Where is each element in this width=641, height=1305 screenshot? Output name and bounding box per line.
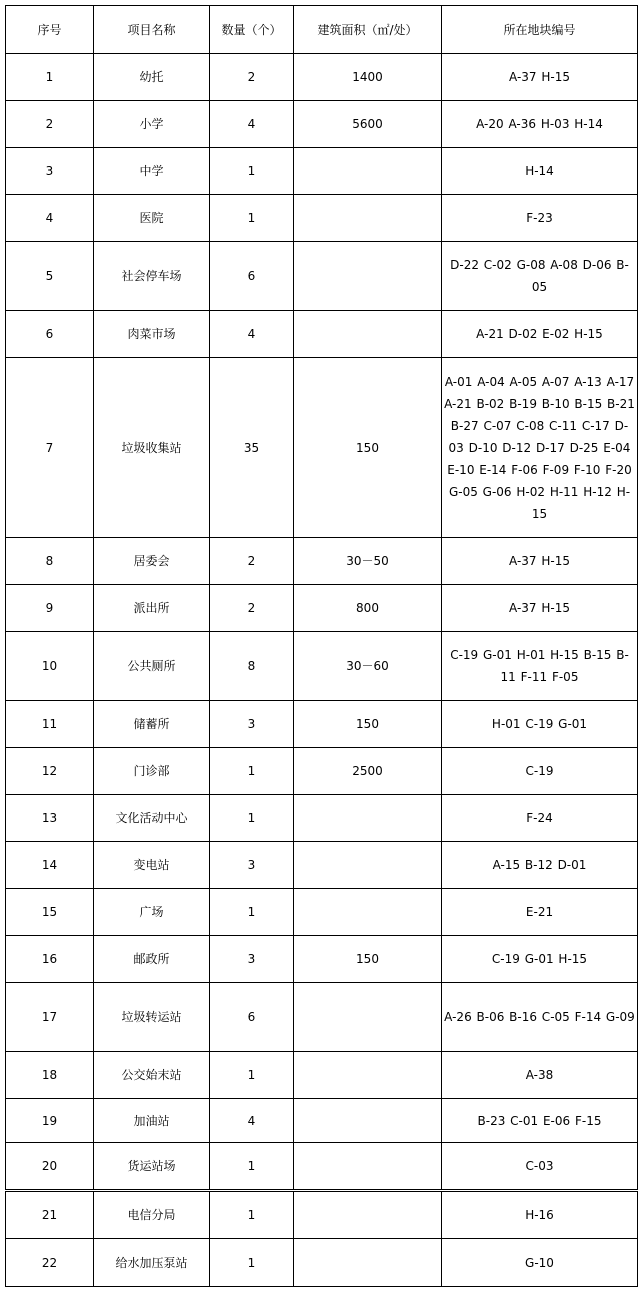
table-row: [6, 889, 638, 936]
cell-plots: C-03: [442, 1143, 638, 1191]
cell-qty: 3: [210, 701, 294, 748]
cell-name: 变电站: [94, 842, 210, 889]
cell-plots: A-21 D-02 E-02 H-15: [442, 311, 638, 358]
cell-area: [294, 242, 442, 311]
cell-no: 7: [6, 358, 94, 538]
table-row: [6, 54, 638, 101]
table-row: [6, 842, 638, 889]
cell-qty: 4: [210, 1099, 294, 1143]
cell-qty: 1: [210, 1191, 294, 1239]
cell-name: 广场: [94, 889, 210, 936]
cell-area: [294, 983, 442, 1052]
table-row: [6, 311, 638, 358]
table-row: [6, 748, 638, 795]
cell-no: 4: [6, 195, 94, 242]
table-row: [6, 195, 638, 242]
cell-no: 2: [6, 101, 94, 148]
cell-name: 电信分局: [94, 1191, 210, 1239]
table-row: [6, 585, 638, 632]
cell-plots: C-19 G-01 H-15: [442, 936, 638, 983]
cell-no: 8: [6, 538, 94, 585]
cell-qty: 4: [210, 311, 294, 358]
cell-no: 12: [6, 748, 94, 795]
cell-no: 10: [6, 632, 94, 701]
cell-plots: F-24: [442, 795, 638, 842]
cell-area: 150: [294, 936, 442, 983]
cell-plots: H-01 C-19 G-01: [442, 701, 638, 748]
cell-area: [294, 1052, 442, 1099]
cell-area: [294, 1239, 442, 1287]
table-row: [6, 701, 638, 748]
table-row: [6, 358, 638, 538]
cell-name: 垃圾转运站: [94, 983, 210, 1052]
cell-plots: B-23 C-01 E-06 F-15: [442, 1099, 638, 1143]
cell-area: [294, 795, 442, 842]
table-row: [6, 148, 638, 195]
cell-no: 18: [6, 1052, 94, 1099]
cell-plots: H-14: [442, 148, 638, 195]
table-row: [6, 936, 638, 983]
cell-name: 给水加压泵站: [94, 1239, 210, 1287]
cell-name: 社会停车场: [94, 242, 210, 311]
cell-qty: 1: [210, 1143, 294, 1191]
cell-name: 中学: [94, 148, 210, 195]
cell-area: [294, 195, 442, 242]
table-row: [6, 1143, 638, 1191]
cell-no: 3: [6, 148, 94, 195]
cell-plots: A-37 H-15: [442, 54, 638, 101]
cell-name: 货运站场: [94, 1143, 210, 1191]
cell-name: 肉菜市场: [94, 311, 210, 358]
cell-qty: 1: [210, 1239, 294, 1287]
table-row: [6, 632, 638, 701]
facilities-table: [5, 5, 638, 1287]
header-plots: 所在地块编号: [442, 6, 638, 54]
cell-no: 15: [6, 889, 94, 936]
header-no: 序号: [6, 6, 94, 54]
cell-area: 150: [294, 358, 442, 538]
cell-plots: A-01 A-04 A-05 A-07 A-13 A-17 A-21 B-02 B-19 B-10 B-15 B-21 B-27 C-07 C-08 C-11 C-17 D-03 D-10 D-12 D-17 D-25 E-04 E-10 E-14 F-06 F-09 F-10 F-20 G-05 G-06 H-02 H-11 H-12 H-15: [442, 358, 638, 538]
cell-name: 派出所: [94, 585, 210, 632]
cell-no: 16: [6, 936, 94, 983]
cell-area: [294, 1143, 442, 1191]
table-row: [6, 1239, 638, 1287]
cell-name: 居委会: [94, 538, 210, 585]
cell-plots: A-26 B-06 B-16 C-05 F-14 G-09: [442, 983, 638, 1052]
cell-plots: E-21: [442, 889, 638, 936]
cell-no: 5: [6, 242, 94, 311]
cell-name: 幼托: [94, 54, 210, 101]
cell-qty: 8: [210, 632, 294, 701]
cell-name: 医院: [94, 195, 210, 242]
cell-qty: 2: [210, 585, 294, 632]
header-name: 项目名称: [94, 6, 210, 54]
cell-qty: 4: [210, 101, 294, 148]
cell-no: 11: [6, 701, 94, 748]
cell-qty: 1: [210, 748, 294, 795]
cell-no: 6: [6, 311, 94, 358]
cell-area: 30－50: [294, 538, 442, 585]
cell-area: [294, 1099, 442, 1143]
cell-no: 9: [6, 585, 94, 632]
table-row: [6, 101, 638, 148]
cell-no: 21: [6, 1191, 94, 1239]
cell-name: 公共厕所: [94, 632, 210, 701]
cell-area: [294, 311, 442, 358]
cell-qty: 1: [210, 195, 294, 242]
cell-qty: 35: [210, 358, 294, 538]
cell-area: 2500: [294, 748, 442, 795]
cell-area: 800: [294, 585, 442, 632]
cell-plots: A-15 B-12 D-01: [442, 842, 638, 889]
cell-plots: A-20 A-36 H-03 H-14: [442, 101, 638, 148]
cell-area: 30－60: [294, 632, 442, 701]
table-row: [6, 983, 638, 1052]
cell-no: 1: [6, 54, 94, 101]
cell-no: 22: [6, 1239, 94, 1287]
table-body: [6, 54, 638, 1287]
cell-name: 加油站: [94, 1099, 210, 1143]
cell-plots: H-16: [442, 1191, 638, 1239]
cell-area: 1400: [294, 54, 442, 101]
table-row: [6, 1099, 638, 1143]
cell-name: 门诊部: [94, 748, 210, 795]
cell-plots: A-38: [442, 1052, 638, 1099]
cell-qty: 1: [210, 1052, 294, 1099]
cell-area: [294, 1191, 442, 1239]
header-row: [6, 6, 638, 54]
cell-no: 13: [6, 795, 94, 842]
cell-qty: 1: [210, 795, 294, 842]
cell-qty: 2: [210, 54, 294, 101]
cell-no: 19: [6, 1099, 94, 1143]
cell-area: [294, 148, 442, 195]
cell-plots: F-23: [442, 195, 638, 242]
cell-area: [294, 842, 442, 889]
cell-name: 储蓄所: [94, 701, 210, 748]
cell-name: 垃圾收集站: [94, 358, 210, 538]
cell-qty: 1: [210, 889, 294, 936]
cell-plots: C-19 G-01 H-01 H-15 B-15 B-11 F-11 F-05: [442, 632, 638, 701]
cell-qty: 1: [210, 148, 294, 195]
table-row: [6, 1052, 638, 1099]
cell-name: 小学: [94, 101, 210, 148]
table-row: [6, 795, 638, 842]
cell-area: [294, 889, 442, 936]
header-area: 建筑面积（㎡/处）: [294, 6, 442, 54]
table-row: [6, 538, 638, 585]
cell-qty: 2: [210, 538, 294, 585]
cell-plots: D-22 C-02 G-08 A-08 D-06 B-05: [442, 242, 638, 311]
cell-name: 邮政所: [94, 936, 210, 983]
table-row: [6, 1191, 638, 1239]
cell-no: 20: [6, 1143, 94, 1191]
header-qty: 数量（个）: [210, 6, 294, 54]
cell-no: 17: [6, 983, 94, 1052]
table-row: [6, 242, 638, 311]
cell-plots: C-19: [442, 748, 638, 795]
cell-name: 公交始末站: [94, 1052, 210, 1099]
cell-no: 14: [6, 842, 94, 889]
cell-area: 5600: [294, 101, 442, 148]
cell-qty: 6: [210, 983, 294, 1052]
cell-qty: 3: [210, 936, 294, 983]
cell-plots: A-37 H-15: [442, 538, 638, 585]
cell-name: 文化活动中心: [94, 795, 210, 842]
cell-plots: A-37 H-15: [442, 585, 638, 632]
cell-plots: G-10: [442, 1239, 638, 1287]
cell-qty: 3: [210, 842, 294, 889]
cell-area: 150: [294, 701, 442, 748]
cell-qty: 6: [210, 242, 294, 311]
